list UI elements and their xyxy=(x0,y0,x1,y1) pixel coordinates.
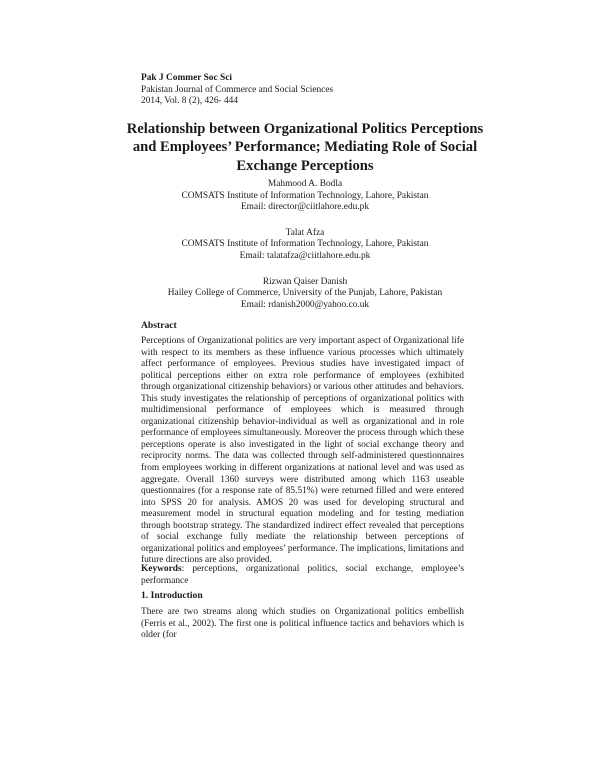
introduction-text: There are two streams along which studies on Organizational politics embellish (Ferris et al., 2002). The first one is political influence tactics and behaviors which is older (for xyxy=(141,607,464,641)
author-block xyxy=(120,277,490,312)
author-email: Email: rdanish2000@yahoo.co.uk xyxy=(240,299,370,310)
abstract-text: Perceptions of Organizational politics are very important aspect of Organizational life with respect to its members as these influence various processes which ultimately affect performance of employees. Previous studies have investigated impact of political perceptions either on extra role performance of employees (exhibited through organizational citizenship behaviors) or various other attitudes and behaviors. This study investigates the relationship of perceptions of organizational politics with multidimensional performance of employees which is measured through organizational citizenship behavior-individual as well as organizational and in role performance of employees simultaneously. Moreover the process through which these perceptions operate is also investigated in the light of social exchange theory and reciprocity norms. The data was collected through self-administered questionnaires from employees working in different organizations at national level and was used as aggregate. Overall 1360 surveys were distributed among which 1163 useable questionnaires (for a response rate of 85.51%) were returned filled and were entered into SPSS 20 for analysis. AMOS 20 was used for developing structural and measurement model in structural equation modeling and for testing mediation through bootstrap strategy. The standardized indirect effect revealed that perceptions of social exchange fully mediate the relationship between perceptions of organizational politics and employees’ performance. The implications, limitations and future directions are also provided. xyxy=(141,336,464,566)
author-block xyxy=(120,228,490,263)
introduction-heading: 1. Introduction xyxy=(141,590,203,601)
paper-title: Relationship between Organizational Politics Perceptions and Employees’ Performance; Mediating Role of Social Exchange Perceptions xyxy=(126,121,484,174)
abstract-heading: Abstract xyxy=(141,320,177,331)
author-list xyxy=(120,179,490,325)
journal-abbreviation: Pak J Commer Soc Sci xyxy=(141,73,232,83)
author-email: Email: director@ciitlahore.edu.pk xyxy=(240,202,370,213)
author-name: Mahmood A. Bodla xyxy=(267,179,343,189)
author-block xyxy=(120,179,490,214)
journal-header xyxy=(141,73,481,108)
author-name: Talat Afza xyxy=(285,227,325,238)
author-affiliation: Hailey College of Commerce, University of the Punjab, Lahore, Pakistan xyxy=(167,288,443,299)
keywords xyxy=(141,564,464,587)
author-name: Rizwan Qaiser Danish xyxy=(262,276,348,287)
author-affiliation: COMSATS Institute of Information Technology, Lahore, Pakistan xyxy=(181,239,429,250)
keywords-label: Keywords xyxy=(141,564,182,574)
keywords-text: : perceptions, organizational politics, social exchange, employee’s performance xyxy=(141,564,464,586)
author-email: Email: talatafza@ciitlahore.edu.pk xyxy=(239,250,371,261)
journal-full-name: Pakistan Journal of Commerce and Social Sciences xyxy=(141,84,334,95)
author-affiliation: COMSATS Institute of Information Technology, Lahore, Pakistan xyxy=(181,190,429,201)
journal-volume-info: 2014, Vol. 8 (2), 426- 444 xyxy=(141,96,239,107)
